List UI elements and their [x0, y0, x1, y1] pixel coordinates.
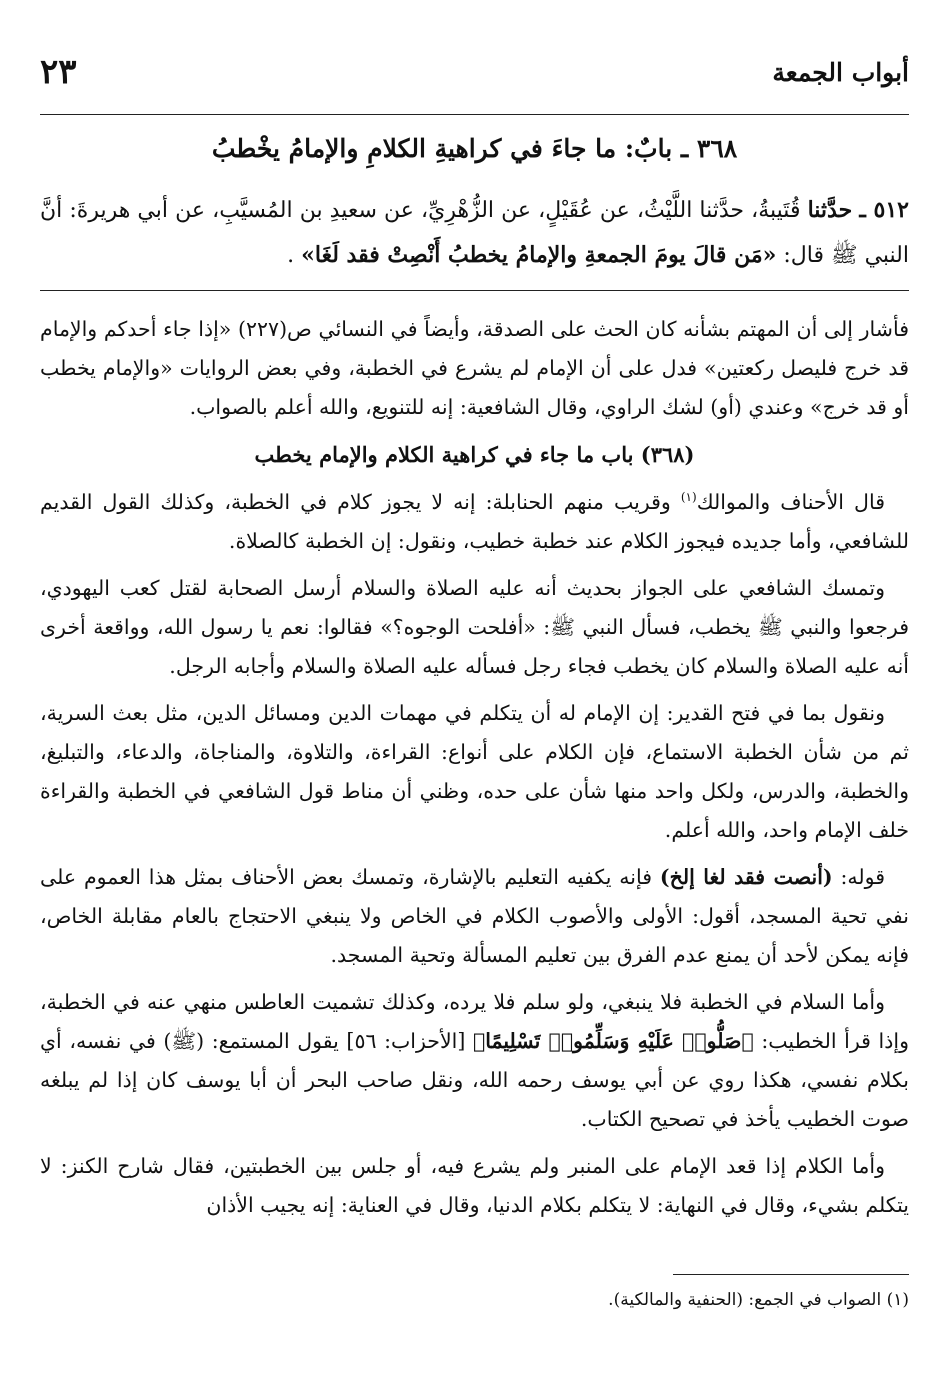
p5-rest: فإنه يكفيه التعليم بالإشارة، وتمسك بعض الأحناف بمثل هذا العموم على نفي تحية المسجد، أقول: الأولى والأصوب الكلام في الخاص ولا ينبغي الاحتجاج بالعام مقابلة الخاص، فإنه يمكن لأحد أن يمنع عدم الفرق بين تعليم المسألة وتحية المسجد. [40, 864, 909, 967]
section-divider [40, 290, 909, 291]
commentary-paragraph-7: وأما الكلام إذا قعد الإمام على المنبر ولم يشرع فيه، أو جلس بين الخطبتين، فقال شارح الكنز: لا يتكلم بشيء، وقال في النهاية: لا يتكلم بكلام الدنيا، وقال في العناية: إنه يجيب الأذان [40, 1153, 909, 1217]
hadith-haddathana: حدَّثنا [807, 197, 853, 223]
p6-quran-verse: ﴿صَلُّوا۟ عَلَيْهِ وَسَلِّمُوا۟ تَسْلِيمًا﴾ [472, 1028, 754, 1053]
hadith-number: ٥١٢ ـ [859, 197, 909, 223]
hadith-text [40, 188, 909, 278]
chapter-title: ٣٦٨ ـ بابٌ: ما جاءَ في كراهيةِ الكلامِ والإمامُ يخْطبُ [211, 134, 738, 163]
p6-text-a: وأما السلام في الخطبة فلا ينبغي، ولو سلم فلا يرده، وكذلك تشميت العاطس منهي عنه في الخطبة، وإذا قرأ الخطيب: [40, 989, 909, 1053]
footnote: (١) الصواب في الجمع: (الحنفية والمالكية). [608, 1290, 909, 1310]
running-title: أبواب الجمعة [772, 58, 909, 87]
commentary-paragraph-3: وتمسك الشافعي على الجواز بحديث أنه عليه الصلاة والسلام أرسل الصحابة لقتل كعب اليهودي، فرجعوا والنبي ﷺ يخطب، فسأل النبي ﷺ: «أفلحت الوجوه؟» فقالوا: نعم يا رسول الله، وواقعة أخرى أنه عليه الصلاة والسلام كان يخطب فجاء رجل فسأله عليه الصلاة والسلام وأجابه الرجل. [40, 575, 909, 678]
p5-bold-quote: (أنصت فقد لغا إلخ) [659, 864, 833, 889]
commentary [40, 310, 909, 1233]
commentary-section-title: (٣٦٨) باب ما جاء في كراهية الكلام والإمام يخطب [254, 442, 695, 467]
commentary-paragraph-1: فأشار إلى أن المهتم بشأنه كان الحث على الصدقة، وأيضاً في النسائي ص(٢٢٧) «إذا جاء أحدكم والإمام قد خرج فليصل ركعتين» فدل على أن الإمام لم يشرع في الخطبة، وفي بعض الروايات «والإمام يخطب أو قد خرج» وعندي (أو) لشك الراوي، وقال الشافعية: إنه للتنويع، والله أعلم بالصواب. [40, 317, 909, 419]
p6-text-b: [الأحزاب: ٥٦] يقول المستمع: (ﷺ) في نفسه، أي بكلام نفسي، هكذا روي عن أبي يوسف رحمه الله، ونقل صاحب البحر أن أبا يوسف كان إذا لم يبلغه صوت الخطيب يأخذ في تصحيح الكتاب. [40, 1028, 909, 1131]
p5-lead: قوله: [832, 864, 885, 889]
p2-text-b: وقريب منهم الحنابلة: إنه لا يجوز كلام في الخطبة، وكذلك القول القديم للشافعي، وأما جديده فيجوز الكلام عند خطبة خطيب، ونقول: إن الخطبة كالصلاة. [40, 489, 909, 553]
commentary-paragraph-6 [40, 983, 909, 1139]
hadith-end: . [287, 243, 302, 268]
page-header [40, 52, 909, 98]
footnote-rule [673, 1274, 909, 1275]
p2-text-a: قال الأحناف والموالك [696, 489, 885, 514]
header-rule [40, 114, 909, 115]
commentary-paragraph-4: ونقول بما في فتح القدير: إن الإمام له أن يتكلم في مهمات الدين ومسائل الدين، مثل بعث السرية، ثم من شأن الخطبة الاستماع، فإن الكلام على أنواع: القراءة، والتلاوة، والمناجاة، والدعاء، والتبليغ، والخطبة، والدرس، ولكل واحد منها شأن على حده، وظني أن مناط قول الشافعي في الخطبة والقراءة خلف الإمام واحد، والله أعلم. [40, 700, 909, 842]
hadith-isnad: قُتَيبةُ، حدَّثنا اللَّيْثُ، عن عُقَيْلٍ، عن الزُّهْرِيِّ، عن سعيدِ بن المُسيَّبِ، عن أبي هريرةَ: أنَّ النبي ﷺ قال: [40, 198, 909, 268]
footnote-ref: (١) [680, 490, 697, 504]
commentary-paragraph-5 [40, 858, 909, 975]
commentary-paragraph-2 [40, 478, 909, 561]
page-number: ٢٣ [40, 52, 77, 92]
hadith-matn: «مَن قالَ يومَ الجمعةِ والإمامُ يخطبُ أَنْصِتْ فقد لَغَا» [301, 242, 777, 268]
